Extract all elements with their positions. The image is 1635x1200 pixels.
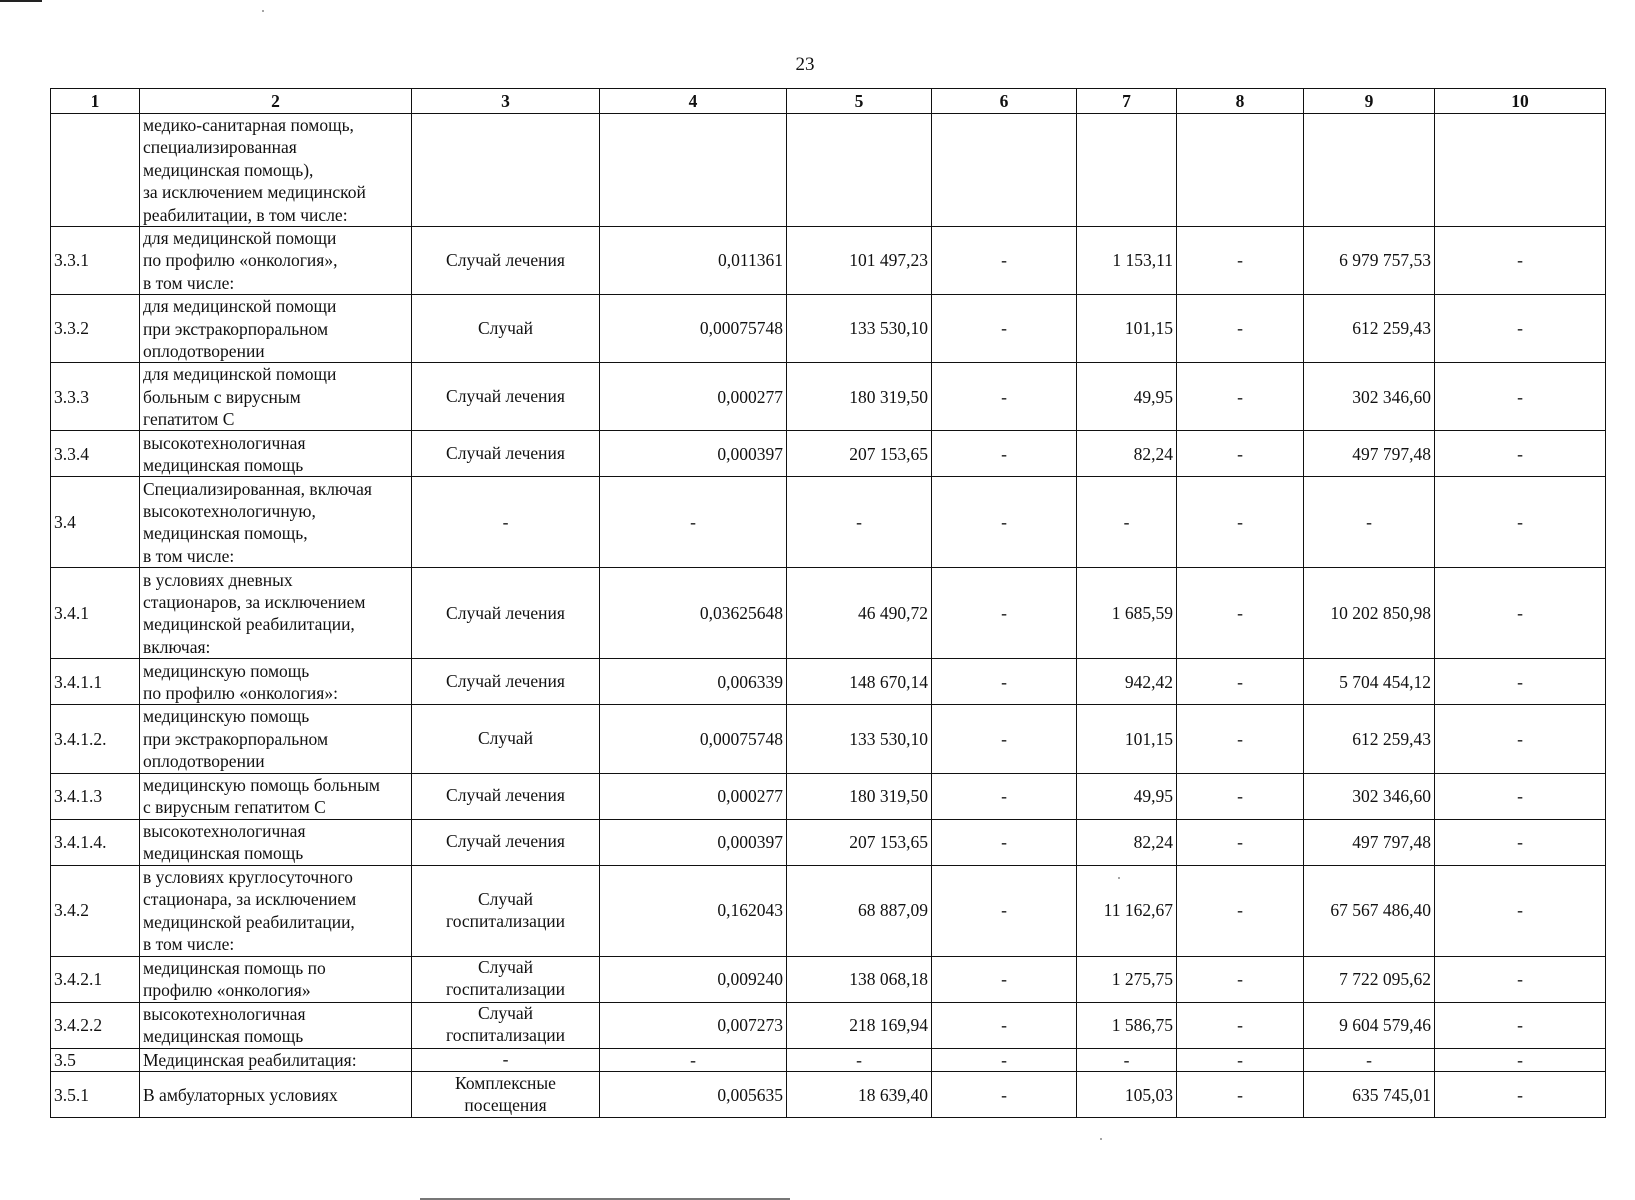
table-row xyxy=(51,1072,1606,1118)
row-number-cell: 3.4.1.3 xyxy=(51,773,140,819)
col9-value-cell: 67 567 486,40 xyxy=(1304,865,1435,956)
col7-value-cell: 101,15 xyxy=(1077,705,1177,773)
row-number-cell: 3.4.1.2. xyxy=(51,705,140,773)
row-name-cell: в условиях дневных стационаров, за исключением медицинской реабилитации, включая: xyxy=(140,568,412,659)
col4-value-cell: 0,011361 xyxy=(600,226,787,294)
col8-value-cell: - xyxy=(1177,226,1304,294)
row-number-cell: 3.4.1.1 xyxy=(51,659,140,705)
col9-value-cell: 612 259,43 xyxy=(1304,705,1435,773)
table-row xyxy=(51,865,1606,956)
unit-cell: Случай лечения xyxy=(412,773,600,819)
col6-value-cell: - xyxy=(932,1048,1077,1072)
col8-value-cell: - xyxy=(1177,568,1304,659)
col7-value-cell xyxy=(1077,114,1177,227)
col7-value-cell: 11 162,67 xyxy=(1077,865,1177,956)
unit-cell: Случай лечения xyxy=(412,363,600,431)
row-name-cell: Медицинская реабилитация: xyxy=(140,1048,412,1072)
row-number-cell: 3.4 xyxy=(51,477,140,568)
row-name-cell: для медицинской помощи при экстракорпоральном оплодотворении xyxy=(140,295,412,363)
col5-value-cell: - xyxy=(787,1048,932,1072)
col7-value-cell: 1 275,75 xyxy=(1077,956,1177,1002)
col4-value-cell xyxy=(600,114,787,227)
col10-value-cell: - xyxy=(1435,431,1606,477)
col4-value-cell: - xyxy=(600,1048,787,1072)
col8-value-cell: - xyxy=(1177,295,1304,363)
col6-value-cell: - xyxy=(932,477,1077,568)
table-row xyxy=(51,705,1606,773)
column-header: 4 xyxy=(600,89,787,114)
col4-value-cell: 0,000397 xyxy=(600,819,787,865)
row-number-cell: 3.4.2.2 xyxy=(51,1002,140,1048)
row-name-cell: медико-санитарная помощь, специализированная медицинская помощь), за исключением медицинской реабилитации, в том числе: xyxy=(140,114,412,227)
col6-value-cell: - xyxy=(932,659,1077,705)
unit-cell: Случай лечения xyxy=(412,819,600,865)
row-name-cell: медицинскую помощь при экстракорпоральном оплодотворении xyxy=(140,705,412,773)
col10-value-cell: - xyxy=(1435,865,1606,956)
col7-value-cell: 1 153,11 xyxy=(1077,226,1177,294)
col5-value-cell: 138 068,18 xyxy=(787,956,932,1002)
column-header: 10 xyxy=(1435,89,1606,114)
col5-value-cell: 133 530,10 xyxy=(787,295,932,363)
col4-value-cell: 0,03625648 xyxy=(600,568,787,659)
col5-value-cell: 207 153,65 xyxy=(787,819,932,865)
column-header: 1 xyxy=(51,89,140,114)
col10-value-cell: - xyxy=(1435,1048,1606,1072)
col5-value-cell: 101 497,23 xyxy=(787,226,932,294)
col6-value-cell: - xyxy=(932,956,1077,1002)
col9-value-cell: 9 604 579,46 xyxy=(1304,1002,1435,1048)
scan-speck xyxy=(262,10,264,12)
unit-cell: - xyxy=(412,1048,600,1072)
col10-value-cell: - xyxy=(1435,295,1606,363)
col10-value-cell: - xyxy=(1435,363,1606,431)
col10-value-cell: - xyxy=(1435,477,1606,568)
column-header: 5 xyxy=(787,89,932,114)
col9-value-cell xyxy=(1304,114,1435,227)
col7-value-cell: - xyxy=(1077,477,1177,568)
row-number-cell xyxy=(51,114,140,227)
row-number-cell: 3.4.2 xyxy=(51,865,140,956)
table-row xyxy=(51,477,1606,568)
row-number-cell: 3.4.2.1 xyxy=(51,956,140,1002)
row-name-cell: В амбулаторных условиях xyxy=(140,1072,412,1118)
row-number-cell: 3.3.3 xyxy=(51,363,140,431)
col8-value-cell: - xyxy=(1177,865,1304,956)
row-number-cell: 3.5.1 xyxy=(51,1072,140,1118)
column-number-row xyxy=(51,89,1606,114)
col10-value-cell: - xyxy=(1435,956,1606,1002)
unit-cell: - xyxy=(412,477,600,568)
col7-value-cell: 82,24 xyxy=(1077,819,1177,865)
col6-value-cell: - xyxy=(932,773,1077,819)
col7-value-cell: 82,24 xyxy=(1077,431,1177,477)
col9-value-cell: - xyxy=(1304,477,1435,568)
col8-value-cell: - xyxy=(1177,956,1304,1002)
col7-value-cell: 49,95 xyxy=(1077,773,1177,819)
col7-value-cell: 1 586,75 xyxy=(1077,1002,1177,1048)
col5-value-cell: 218 169,94 xyxy=(787,1002,932,1048)
col5-value-cell: 18 639,40 xyxy=(787,1072,932,1118)
col7-value-cell: 49,95 xyxy=(1077,363,1177,431)
col7-value-cell: 1 685,59 xyxy=(1077,568,1177,659)
col6-value-cell: - xyxy=(932,295,1077,363)
col9-value-cell: - xyxy=(1304,1048,1435,1072)
col8-value-cell: - xyxy=(1177,1072,1304,1118)
col5-value-cell: 133 530,10 xyxy=(787,705,932,773)
table-row xyxy=(51,226,1606,294)
col8-value-cell xyxy=(1177,114,1304,227)
col10-value-cell xyxy=(1435,114,1606,227)
col7-value-cell: 101,15 xyxy=(1077,295,1177,363)
table-row xyxy=(51,819,1606,865)
page-number: 23 xyxy=(795,54,815,75)
col9-value-cell: 612 259,43 xyxy=(1304,295,1435,363)
col9-value-cell: 635 745,01 xyxy=(1304,1072,1435,1118)
column-header: 7 xyxy=(1077,89,1177,114)
unit-cell: Случай лечения xyxy=(412,226,600,294)
col10-value-cell: - xyxy=(1435,568,1606,659)
col6-value-cell: - xyxy=(932,1072,1077,1118)
col4-value-cell: 0,000277 xyxy=(600,363,787,431)
col9-value-cell: 7 722 095,62 xyxy=(1304,956,1435,1002)
column-header: 6 xyxy=(932,89,1077,114)
col6-value-cell: - xyxy=(932,226,1077,294)
table-body xyxy=(51,114,1606,1118)
column-header: 8 xyxy=(1177,89,1304,114)
col8-value-cell: - xyxy=(1177,1002,1304,1048)
col5-value-cell: - xyxy=(787,477,932,568)
unit-cell xyxy=(412,114,600,227)
col10-value-cell: - xyxy=(1435,226,1606,294)
col8-value-cell: - xyxy=(1177,819,1304,865)
col8-value-cell: - xyxy=(1177,363,1304,431)
table-row xyxy=(51,956,1606,1002)
column-header: 9 xyxy=(1304,89,1435,114)
col4-value-cell: 0,00075748 xyxy=(600,295,787,363)
col9-value-cell: 497 797,48 xyxy=(1304,431,1435,477)
unit-cell: Случай госпитализации xyxy=(412,956,600,1002)
unit-cell: Случай лечения xyxy=(412,659,600,705)
col4-value-cell: 0,162043 xyxy=(600,865,787,956)
unit-cell: Случай госпитализации xyxy=(412,865,600,956)
row-number-cell: 3.5 xyxy=(51,1048,140,1072)
col6-value-cell: - xyxy=(932,363,1077,431)
unit-cell: Случай xyxy=(412,295,600,363)
col5-value-cell: 46 490,72 xyxy=(787,568,932,659)
row-name-cell: Специализированная, включая высокотехнологичную, медицинская помощь, в том числе: xyxy=(140,477,412,568)
col7-value-cell: 105,03 xyxy=(1077,1072,1177,1118)
col5-value-cell: 180 319,50 xyxy=(787,363,932,431)
row-number-cell: 3.3.2 xyxy=(51,295,140,363)
col6-value-cell: - xyxy=(932,705,1077,773)
column-header: 2 xyxy=(140,89,412,114)
table-row xyxy=(51,568,1606,659)
unit-cell: Комплексные посещения xyxy=(412,1072,600,1118)
col4-value-cell: - xyxy=(600,477,787,568)
col6-value-cell: - xyxy=(932,568,1077,659)
table-row xyxy=(51,431,1606,477)
col4-value-cell: 0,000397 xyxy=(600,431,787,477)
data-table xyxy=(50,88,1606,1118)
row-name-cell: медицинскую помощь по профилю «онкология»: xyxy=(140,659,412,705)
row-name-cell: высокотехнологичная медицинская помощь xyxy=(140,431,412,477)
col8-value-cell: - xyxy=(1177,431,1304,477)
col9-value-cell: 302 346,60 xyxy=(1304,773,1435,819)
col9-value-cell: 10 202 850,98 xyxy=(1304,568,1435,659)
col4-value-cell: 0,006339 xyxy=(600,659,787,705)
col9-value-cell: 6 979 757,53 xyxy=(1304,226,1435,294)
table-row xyxy=(51,1048,1606,1072)
col6-value-cell: - xyxy=(932,819,1077,865)
col10-value-cell: - xyxy=(1435,773,1606,819)
col8-value-cell: - xyxy=(1177,477,1304,568)
col5-value-cell: 180 319,50 xyxy=(787,773,932,819)
row-number-cell: 3.3.1 xyxy=(51,226,140,294)
row-name-cell: для медицинской помощи по профилю «онкология», в том числе: xyxy=(140,226,412,294)
col6-value-cell: - xyxy=(932,865,1077,956)
col5-value-cell: 68 887,09 xyxy=(787,865,932,956)
col4-value-cell: 0,00075748 xyxy=(600,705,787,773)
unit-cell: Случай лечения xyxy=(412,431,600,477)
table-row xyxy=(51,295,1606,363)
row-number-cell: 3.4.1 xyxy=(51,568,140,659)
table-row xyxy=(51,659,1606,705)
col10-value-cell: - xyxy=(1435,659,1606,705)
col4-value-cell: 0,000277 xyxy=(600,773,787,819)
col8-value-cell: - xyxy=(1177,1048,1304,1072)
row-name-cell: медицинскую помощь больным с вирусным гепатитом С xyxy=(140,773,412,819)
table-row xyxy=(51,773,1606,819)
row-name-cell: высокотехнологичная медицинская помощь xyxy=(140,819,412,865)
col6-value-cell: - xyxy=(932,1002,1077,1048)
col9-value-cell: 302 346,60 xyxy=(1304,363,1435,431)
scan-speck xyxy=(1100,1138,1102,1140)
col9-value-cell: 497 797,48 xyxy=(1304,819,1435,865)
table-row xyxy=(51,114,1606,227)
table-row xyxy=(51,1002,1606,1048)
col8-value-cell: - xyxy=(1177,659,1304,705)
row-number-cell: 3.3.4 xyxy=(51,431,140,477)
col9-value-cell: 5 704 454,12 xyxy=(1304,659,1435,705)
table-row xyxy=(51,363,1606,431)
col10-value-cell: - xyxy=(1435,1072,1606,1118)
col8-value-cell: - xyxy=(1177,705,1304,773)
col10-value-cell: - xyxy=(1435,819,1606,865)
col8-value-cell: - xyxy=(1177,773,1304,819)
corner-mark xyxy=(0,0,42,2)
row-name-cell: для медицинской помощи больным с вирусным гепатитом С xyxy=(140,363,412,431)
col7-value-cell: - xyxy=(1077,1048,1177,1072)
col10-value-cell: - xyxy=(1435,705,1606,773)
column-header: 3 xyxy=(412,89,600,114)
row-name-cell: медицинская помощь по профилю «онкология» xyxy=(140,956,412,1002)
col4-value-cell: 0,009240 xyxy=(600,956,787,1002)
col4-value-cell: 0,005635 xyxy=(600,1072,787,1118)
col5-value-cell: 207 153,65 xyxy=(787,431,932,477)
unit-cell: Случай госпитализации xyxy=(412,1002,600,1048)
col6-value-cell: - xyxy=(932,431,1077,477)
unit-cell: Случай лечения xyxy=(412,568,600,659)
scan-speck xyxy=(1118,877,1120,879)
row-name-cell: в условиях круглосуточного стационара, за исключением медицинской реабилитации, в том числе: xyxy=(140,865,412,956)
col10-value-cell: - xyxy=(1435,1002,1606,1048)
col6-value-cell xyxy=(932,114,1077,227)
row-name-cell: высокотехнологичная медицинская помощь xyxy=(140,1002,412,1048)
unit-cell: Случай xyxy=(412,705,600,773)
col5-value-cell: 148 670,14 xyxy=(787,659,932,705)
col7-value-cell: 942,42 xyxy=(1077,659,1177,705)
col4-value-cell: 0,007273 xyxy=(600,1002,787,1048)
col5-value-cell xyxy=(787,114,932,227)
row-number-cell: 3.4.1.4. xyxy=(51,819,140,865)
